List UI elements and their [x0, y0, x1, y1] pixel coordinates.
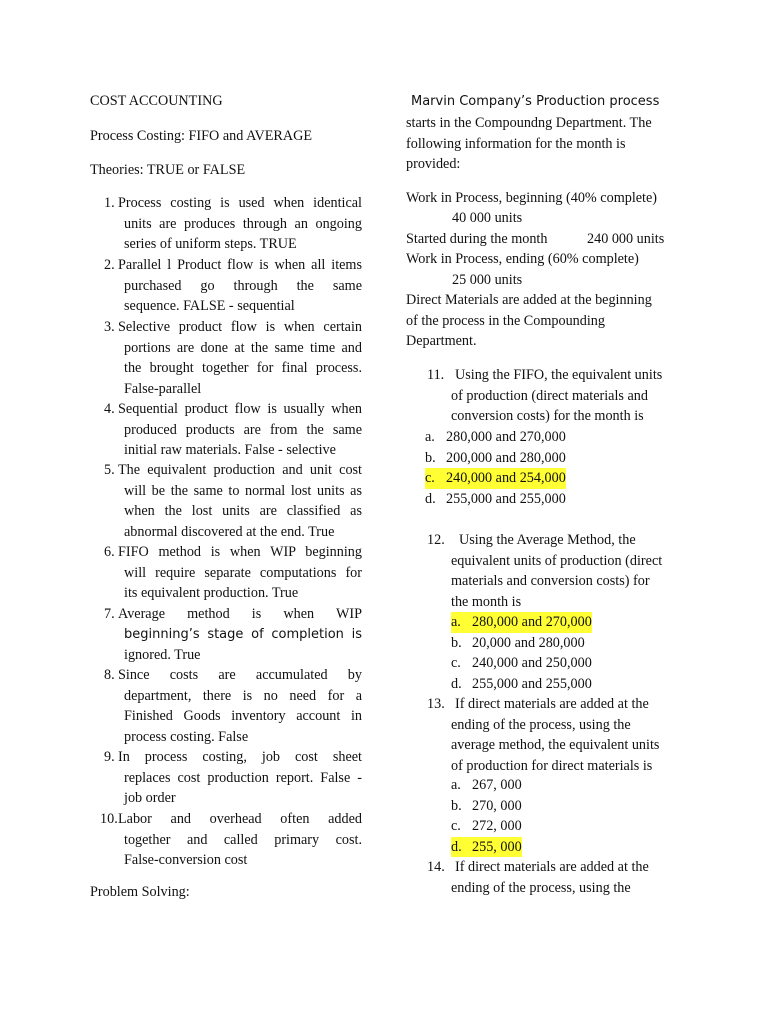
- dm-line-3: Department.: [406, 333, 477, 349]
- theory-item-line: abnormal discovered at the end. True: [124, 523, 335, 540]
- theory-item-line: produced products are from the same: [124, 421, 362, 438]
- theory-item-line: beginning’s stage of completion is: [124, 626, 362, 642]
- answer-option-text: 255, 000: [470, 837, 522, 858]
- answer-option-label: b.: [451, 797, 462, 814]
- answer-option-text: 255,000 and 255,000: [472, 675, 592, 692]
- doc-subtitle: Process Costing: FIFO and AVERAGE: [90, 128, 313, 144]
- answer-option-text: 240,000 and 254,000: [444, 468, 566, 489]
- theory-item-number: 4.: [104, 401, 115, 417]
- answer-option-text: 255,000 and 255,000: [446, 490, 566, 507]
- theory-item-line: when the lost units are classified as: [124, 503, 362, 519]
- theory-item-line: will be the same to normal lost units as: [124, 482, 362, 499]
- answer-option-label: c.: [451, 818, 461, 834]
- theory-item-line: replaces cost production report. False -: [124, 769, 362, 786]
- dm-line-2: of the process in the Compounding: [406, 313, 605, 329]
- theory-item-line: Average method is when WIP: [118, 606, 362, 622]
- theory-item-line: series of uniform steps. TRUE: [124, 236, 297, 252]
- wip-ending-units: 25 000 units: [452, 272, 523, 288]
- question-line: If direct materials are added at the: [455, 696, 649, 712]
- theory-item-line: sequence. FALSE - sequential: [124, 298, 295, 314]
- question-number: 13.: [427, 696, 445, 712]
- answer-option-text: 20,000 and 280,000: [472, 634, 585, 651]
- answer-option-highlighted: [451, 837, 641, 857]
- answer-option-label: b.: [425, 449, 436, 466]
- theory-item-line: Sequential product flow is usually when: [118, 401, 362, 417]
- answer-option-label: a.: [451, 777, 461, 793]
- theory-item-line: Parallel l Product flow is when all items: [118, 257, 362, 273]
- question-line: equivalent units of production (direct: [451, 552, 663, 569]
- theory-item-line: units are produces through an ongoing: [124, 215, 362, 232]
- answer-option-highlighted: [425, 468, 615, 488]
- question-line: ending of the process, using the: [451, 716, 631, 733]
- theory-item-line: Finished Goods inventory account in: [124, 708, 362, 724]
- answer-option: [451, 775, 641, 795]
- doc-title: COST ACCOUNTING: [90, 93, 223, 109]
- answer-option: [451, 796, 641, 816]
- theory-item-number: 5.: [104, 462, 115, 478]
- theory-item-number: 9.: [104, 749, 115, 765]
- problem-solving-heading: Problem Solving:: [90, 884, 190, 900]
- question-line: the month is: [451, 593, 522, 610]
- intro-line-2: starts in the Compoundng Department. The: [406, 115, 652, 131]
- answer-option-text: 272, 000: [472, 818, 522, 834]
- theory-item-line: job order: [124, 790, 176, 806]
- theory-item-line: its equivalent production. True: [124, 585, 299, 601]
- answer-option-label: d.: [451, 837, 474, 858]
- answer-option-text: 200,000 and 280,000: [446, 449, 566, 466]
- theory-item-number: 2.: [104, 257, 115, 273]
- intro-line-1: Marvin Company’s Production process: [411, 94, 660, 109]
- theory-item-line: In process costing, job cost sheet: [118, 749, 362, 765]
- theory-item-line: False-parallel: [124, 380, 202, 397]
- answer-option: [425, 489, 615, 509]
- question-number: 14.: [427, 859, 445, 875]
- answer-option-label: c.: [451, 655, 461, 671]
- question-number: 11.: [427, 367, 445, 383]
- question-line: average method, the equivalent units: [451, 737, 660, 753]
- answer-option-text: 280,000 and 270,000: [446, 429, 566, 445]
- question-line: materials and conversion costs) for: [451, 573, 650, 589]
- theory-item-line: department, there is no need for a: [124, 687, 362, 704]
- answer-option-text: 270, 000: [472, 797, 522, 814]
- theory-item-number: 1.: [104, 195, 115, 211]
- answer-option-text: 240,000 and 250,000: [472, 655, 592, 671]
- theory-item-line: portions are done at the same time and: [124, 339, 362, 356]
- answer-option-text: 267, 000: [472, 777, 522, 793]
- question-line: Using the FIFO, the equivalent units: [455, 367, 663, 383]
- question-line: of production for direct materials is: [451, 757, 653, 774]
- theory-item-line: ignored. True: [124, 647, 201, 663]
- intro-line-3: following information for the month is: [406, 136, 626, 152]
- question-line: of production (direct materials and: [451, 387, 648, 404]
- question-line: ending of the process, using the: [451, 879, 631, 896]
- answer-option-label: d.: [451, 675, 462, 692]
- theory-item-line: Selective product flow is when certain: [118, 319, 362, 335]
- theory-item-line: the brought together for final process.: [124, 360, 362, 376]
- theory-item-number: 3.: [104, 319, 115, 335]
- theory-item-line: FIFO method is when WIP beginning: [118, 544, 362, 560]
- theory-item-line: initial raw materials. False - selective: [124, 442, 336, 458]
- theory-item-number: 10.: [100, 811, 118, 827]
- theory-item-line: will require separate computations for: [124, 564, 362, 581]
- answer-option-label: d.: [425, 490, 436, 507]
- started-label: Started during the month: [406, 231, 548, 247]
- answer-option: [451, 633, 641, 653]
- dm-line-1: Direct Materials are added at the beginning: [406, 292, 652, 308]
- answer-option-label: c.: [425, 468, 447, 489]
- theory-item-line: The equivalent production and unit cost: [118, 462, 362, 478]
- wip-ending: Work in Process, ending (60% complete): [406, 251, 639, 267]
- question-number: 12.: [427, 532, 445, 548]
- theory-item-line: purchased go through the same: [124, 277, 362, 294]
- theory-item-line: False-conversion cost: [124, 852, 248, 868]
- theory-item-number: 8.: [104, 667, 115, 683]
- theory-item-number: 7.: [104, 606, 115, 622]
- theory-item-line: process costing. False: [124, 728, 249, 745]
- wip-beginning-units: 40 000 units: [452, 210, 523, 226]
- question-line: conversion costs) for the month is: [451, 408, 644, 424]
- answer-option: [425, 448, 615, 468]
- answer-option: [451, 816, 641, 836]
- answer-option-highlighted: [451, 612, 641, 632]
- answer-option: [425, 427, 615, 447]
- theory-item-line: Process costing is used when identical: [118, 195, 362, 211]
- theory-item-line: Labor and overhead often added: [118, 811, 362, 827]
- wip-beginning: Work in Process, beginning (40% complete): [406, 190, 658, 206]
- theories-heading: Theories: TRUE or FALSE: [90, 162, 246, 178]
- question-line: If direct materials are added at the: [455, 859, 649, 875]
- answer-option: [451, 674, 641, 694]
- answer-option-text: 280,000 and 270,000: [470, 612, 592, 633]
- answer-option-label: b.: [451, 634, 462, 651]
- answer-option: [451, 653, 641, 673]
- theory-item-line: together and called primary cost.: [124, 831, 362, 848]
- intro-line-4: provided:: [406, 156, 461, 172]
- theory-item-number: 6.: [104, 544, 115, 560]
- started-units: 240 000 units: [587, 231, 665, 247]
- answer-option-label: a.: [451, 612, 473, 633]
- question-line: Using the Average Method, the: [459, 532, 636, 548]
- theory-item-line: Since costs are accumulated by: [118, 667, 362, 683]
- answer-option-label: a.: [425, 429, 435, 445]
